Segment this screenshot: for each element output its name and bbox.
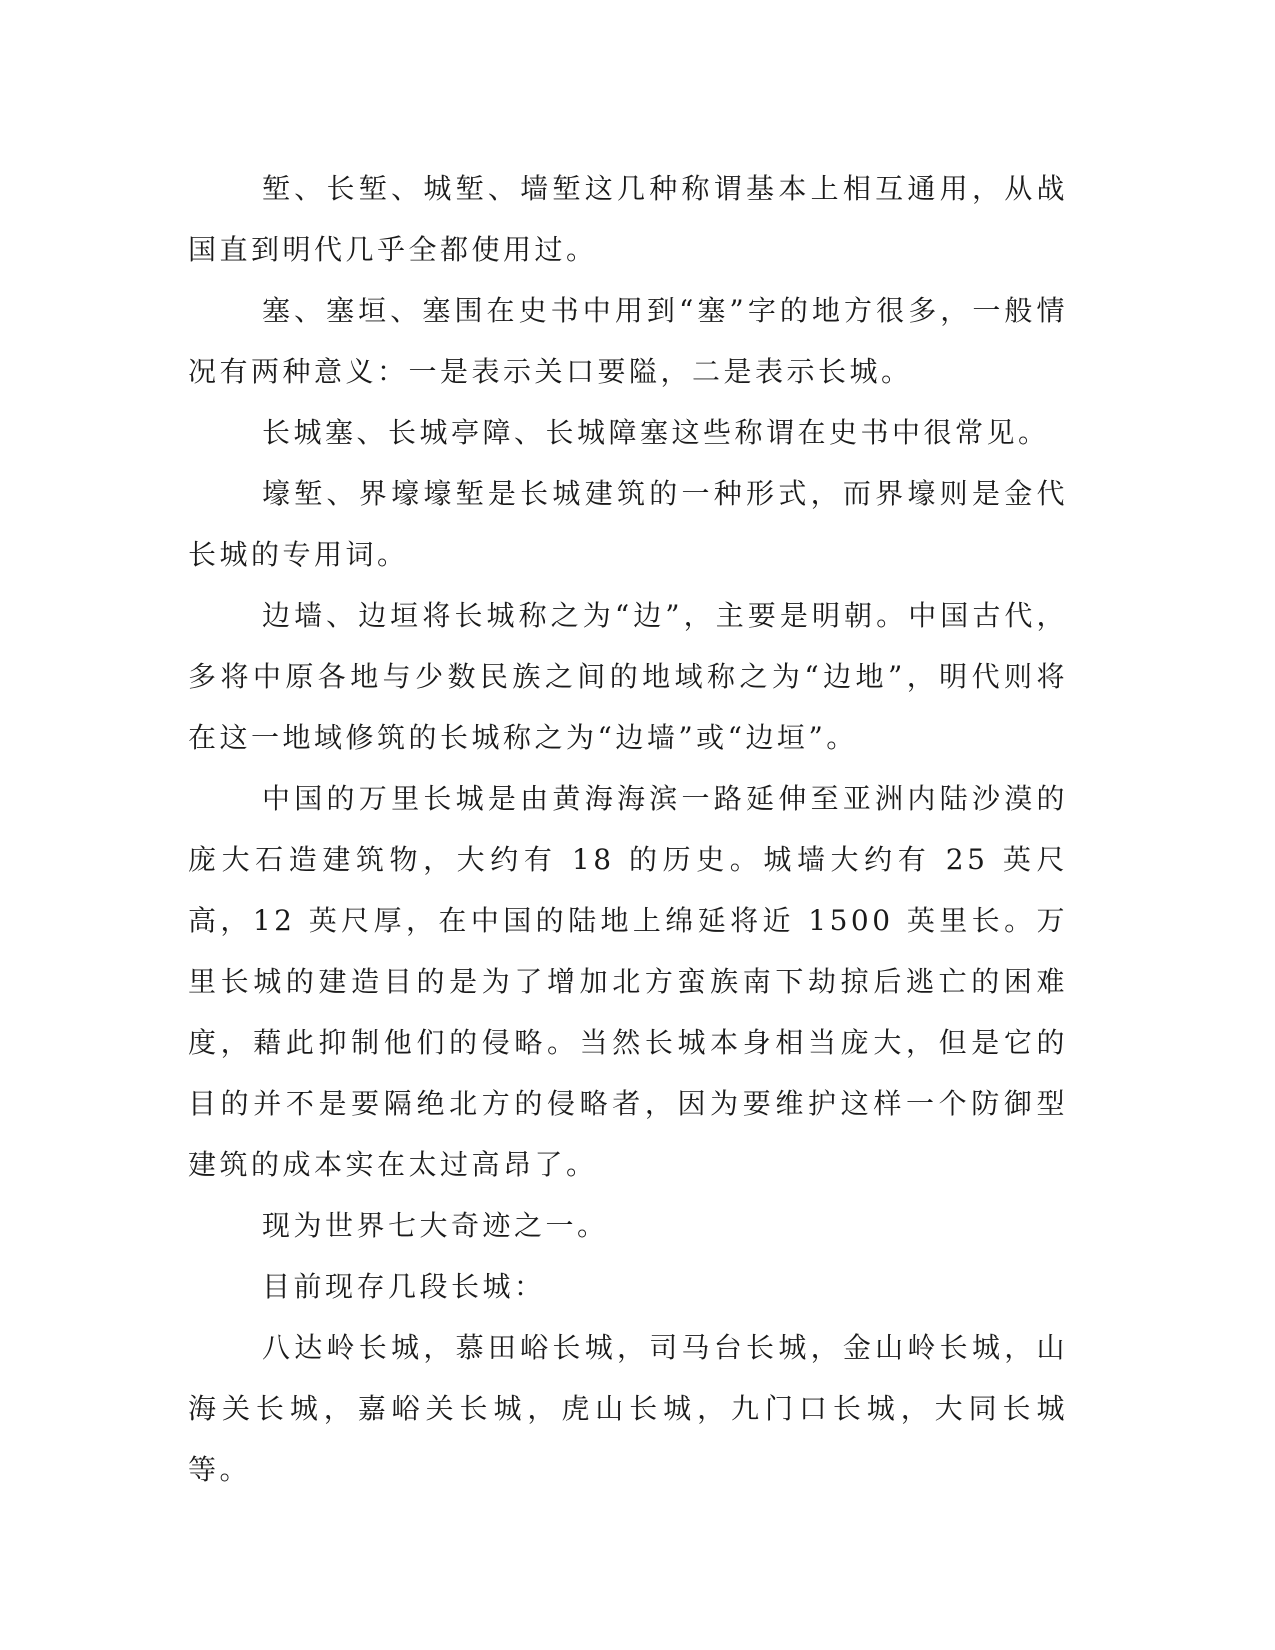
paragraph-existing-sections-intro: 目前现存几段长城： [262,1270,546,1303]
paragraph-border-wall: 边墙、边垣将长城称之为“边”，主要是明朝。中国古代，多将中原各地与少数民族之间的地域称之为“边地”，明代则将在这一地域修筑的长城称之为“边墙”或“边垣”。 [188,599,1068,754]
paragraph-sai-terms: 塞、塞垣、塞围在史书中用到“塞”字的地方很多，一般情况有两种意义：一是表示关口要隘，二是表示长城。 [188,294,1068,388]
paragraph-seven-wonders: 现为世界七大奇迹之一。 [262,1209,609,1242]
paragraph-hao-trench: 壕堑、界壕壕堑是长城建筑的一种形式，而界壕则是金代长城的专用词。 [188,477,1068,571]
paragraph-existing-sections-list: 八达岭长城，慕田峪长城，司马台长城，金山岭长城，山海关长城，嘉峪关长城，虎山长城，九门口长城，大同长城等。 [188,1331,1068,1486]
paragraph-great-wall-history: 中国的万里长城是由黄海海滨一路延伸至亚洲内陆沙漠的庞大石造建筑物，大约有 18 的历史。城墙大约有 25 英尺高，12 英尺厚，在中国的陆地上绵延将近 1500 英里长。万里长城的建造目的是为了增加北方蛮族南下劫掠后逃亡的困难度，藉此抑制他们的侵略。当然长城本身相当庞大，但是它的目的并不是要隔绝北方的侵略者，因为要维护这样一个防御型建筑的成本实在太过高昂了。 [188,782,1068,1181]
paragraph-great-wall-sai: 长城塞、长城亭障、长城障塞这些称谓在史书中很常见。 [262,416,1050,449]
document-body [188,158,1068,1500]
paragraph-trench-terms: 堑、长堑、城堑、墙堑这几种称谓基本上相互通用，从战国直到明代几乎全都使用过。 [188,172,1068,266]
